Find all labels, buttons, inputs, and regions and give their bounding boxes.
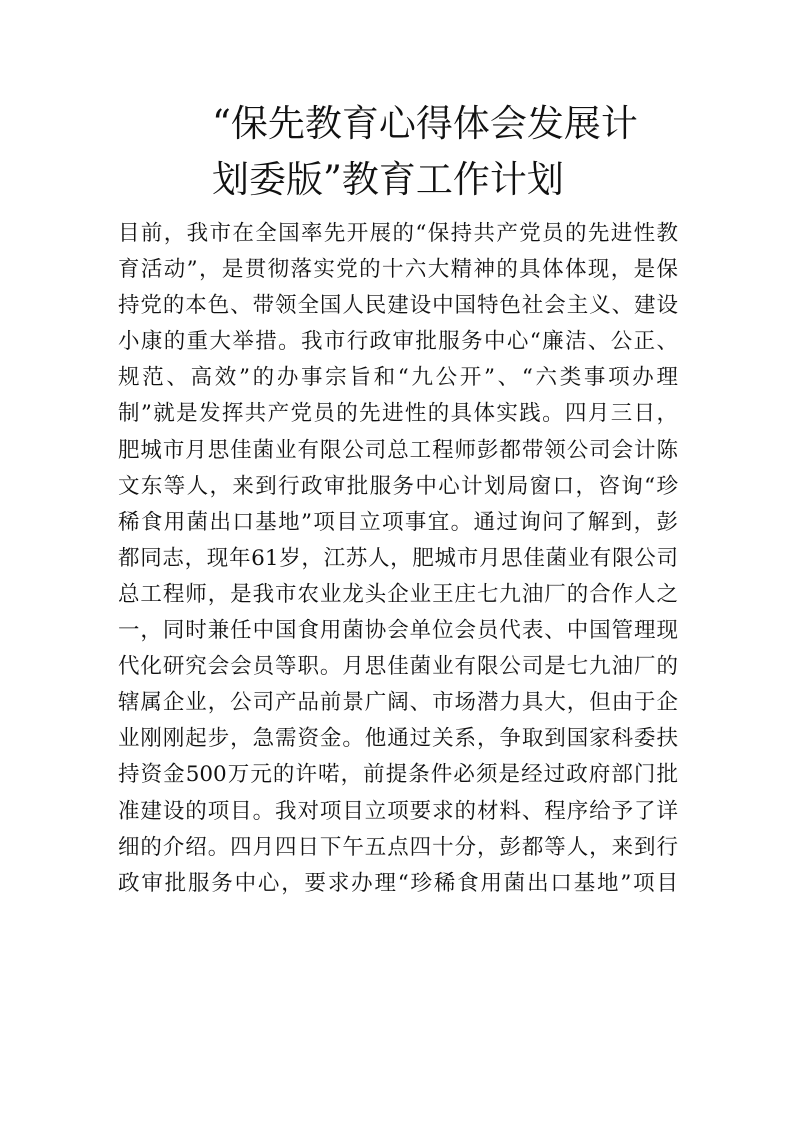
title-line-1: “保先教育心得体会发展计 [212, 102, 638, 145]
body-line: 一，同时兼任中国食用菌协会单位会员代表、中国管理现 [118, 618, 678, 644]
body-line: 细的介绍。四月四日下午五点四十分，彭都等人，来到行 [118, 834, 678, 860]
body-line: 代化研究会会员等职。月思佳菌业有限公司是七九油厂的 [118, 654, 678, 680]
body-line: 持党的本色、带领全国人民建设中国特色社会主义、建设 [118, 293, 678, 319]
body-line: 规范、高效”的办事宗旨和“九公开”、“六类事项办理 [118, 365, 678, 391]
body-line: 制”就是发挥共产党员的先进性的具体实践。四月三日， [118, 401, 678, 427]
body-line: 政审批服务中心，要求办理“珍稀食用菌出口基地”项目 [118, 870, 678, 896]
body-line: 准建设的项目。我对项目立项要求的材料、程序给予了详 [118, 798, 678, 824]
document-title [212, 96, 682, 208]
body-line: 目前，我市在全国率先开展的“保持共产党员的先进性教 [118, 221, 678, 246]
title-line-2: 划委版”教育工作计划 [212, 158, 564, 201]
body-line: 小康的重大举措。我市行政审批服务中心“廉洁、公正、 [118, 329, 678, 355]
body-paragraph [118, 216, 678, 902]
body-line: 稀食用菌出口基地”项目立项事宜。通过询问了解到，彭 [118, 509, 678, 535]
body-line: 业刚刚起步，急需资金。他通过关系，争取到国家科委扶 [118, 726, 678, 752]
body-line: 育活动”，是贯彻落实党的十六大精神的具体体现，是保 [118, 257, 678, 283]
body-line: 辖属企业，公司产品前景广阔、市场潜力具大，但由于企 [118, 690, 678, 716]
body-line: 持资金500万元的许喏，前提条件必须是经过政府部门批 [118, 762, 678, 788]
body-line: 总工程师，是我市农业龙头企业王庄七九油厂的合作人之 [118, 581, 678, 607]
body-line: 肥城市月思佳菌业有限公司总工程师彭都带领公司会计陈 [118, 437, 678, 463]
body-line: 文东等人，来到行政审批服务中心计划局窗口，咨询“珍 [118, 473, 678, 499]
body-line: 都同志，现年61岁，江苏人，肥城市月思佳菌业有限公司 [118, 545, 678, 571]
